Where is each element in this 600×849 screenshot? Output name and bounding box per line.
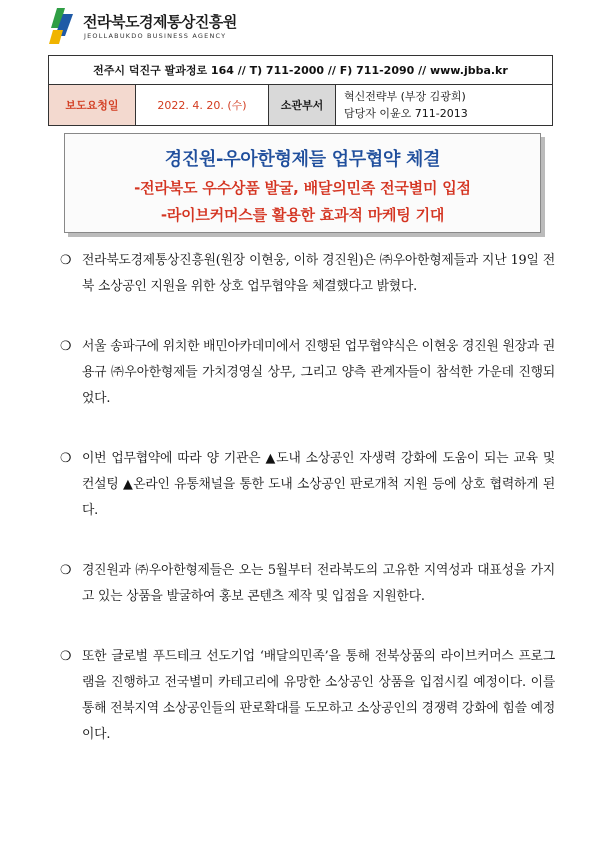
agency-name: 전라북도경제통상진흥원 bbox=[83, 13, 237, 31]
body-paragraph bbox=[60, 446, 555, 524]
press-body bbox=[60, 248, 555, 782]
body-paragraph bbox=[60, 644, 555, 748]
circle-bullet-icon: ❍ bbox=[60, 253, 72, 268]
headline-subtitle-2: -라이브커머스를 활용한 효과적 마케팅 기대 bbox=[160, 206, 445, 224]
department-name: 혁신전략부 (부장 김광희) bbox=[344, 90, 466, 103]
agency-logo bbox=[49, 6, 289, 46]
paragraph-text: 서울 송파구에 위치한 배민아카데미에서 진행된 업무협약식은 이현웅 경진원 원장과 권용규 ㈜우아한형제들 가치경영실 상무, 그리고 양측 관계자들이 참석한 가운데 진행되었다. bbox=[82, 339, 555, 406]
release-date: 2022. 4. 20. (수) bbox=[136, 85, 269, 126]
release-date-label: 보도요청일 bbox=[49, 85, 136, 126]
circle-bullet-icon: ❍ bbox=[60, 649, 72, 664]
headline-subtitle-1: -전라북도 우수상품 발굴, 배달의민족 전국별미 입점 bbox=[134, 179, 471, 197]
circle-bullet-icon: ❍ bbox=[60, 339, 72, 354]
paragraph-text: 또한 글로벌 푸드테크 선도기업 ‘배달의민족’을 통해 전북상품의 라이브커머스 프로그램을 진행하고 전국별미 카테고리에 유망한 소상공인 상품을 입점시킬 예정이다. 이를 통해 전북지역 소상공인들의 판로확대를 도모하고 소상공인의 경쟁력 강화에 힘쓸 예정이다. bbox=[82, 649, 555, 742]
contact-person: 담당자 이윤오 711-2013 bbox=[344, 107, 468, 120]
body-paragraph bbox=[60, 248, 555, 300]
headline-box bbox=[64, 133, 541, 233]
headline-title: 경진원-우아한형제들 업무협약 체결 bbox=[164, 149, 441, 170]
agency-name-english: JEOLLABUKDO BUSINESS AGENCY bbox=[84, 32, 227, 40]
department-info bbox=[336, 85, 553, 126]
press-info-table bbox=[48, 55, 553, 126]
body-paragraph bbox=[60, 558, 555, 610]
body-paragraph bbox=[60, 334, 555, 412]
paragraph-text: 경진원과 ㈜우아한형제들은 오는 5월부터 전라북도의 고유한 지역성과 대표성을 가지고 있는 상품을 발굴하여 홍보 콘텐츠 제작 및 입점을 지원한다. bbox=[82, 563, 555, 604]
department-label: 소관부서 bbox=[269, 85, 336, 126]
agency-logo-icon bbox=[49, 6, 79, 46]
circle-bullet-icon: ❍ bbox=[60, 563, 72, 578]
circle-bullet-icon: ❍ bbox=[60, 451, 72, 466]
paragraph-text: 이번 업무협약에 따라 양 기관은 ▲도내 소상공인 자생력 강화에 도움이 되는 교육 및 컨설팅 ▲온라인 유통채널을 통한 도내 소상공인 판로개척 지원 등에 상호 협력하게 된다. bbox=[82, 451, 555, 518]
paragraph-text: 전라북도경제통상진흥원(원장 이현웅, 이하 경진원)은 ㈜우아한형제들과 지난 19일 전북 소상공인 지원을 위한 상호 업무협약을 체결했다고 밝혔다. bbox=[82, 253, 555, 294]
contact-address: 전주시 덕진구 팔과정로 164 // T) 711-2000 // F) 711-2090 // www.jbba.kr bbox=[49, 56, 553, 85]
